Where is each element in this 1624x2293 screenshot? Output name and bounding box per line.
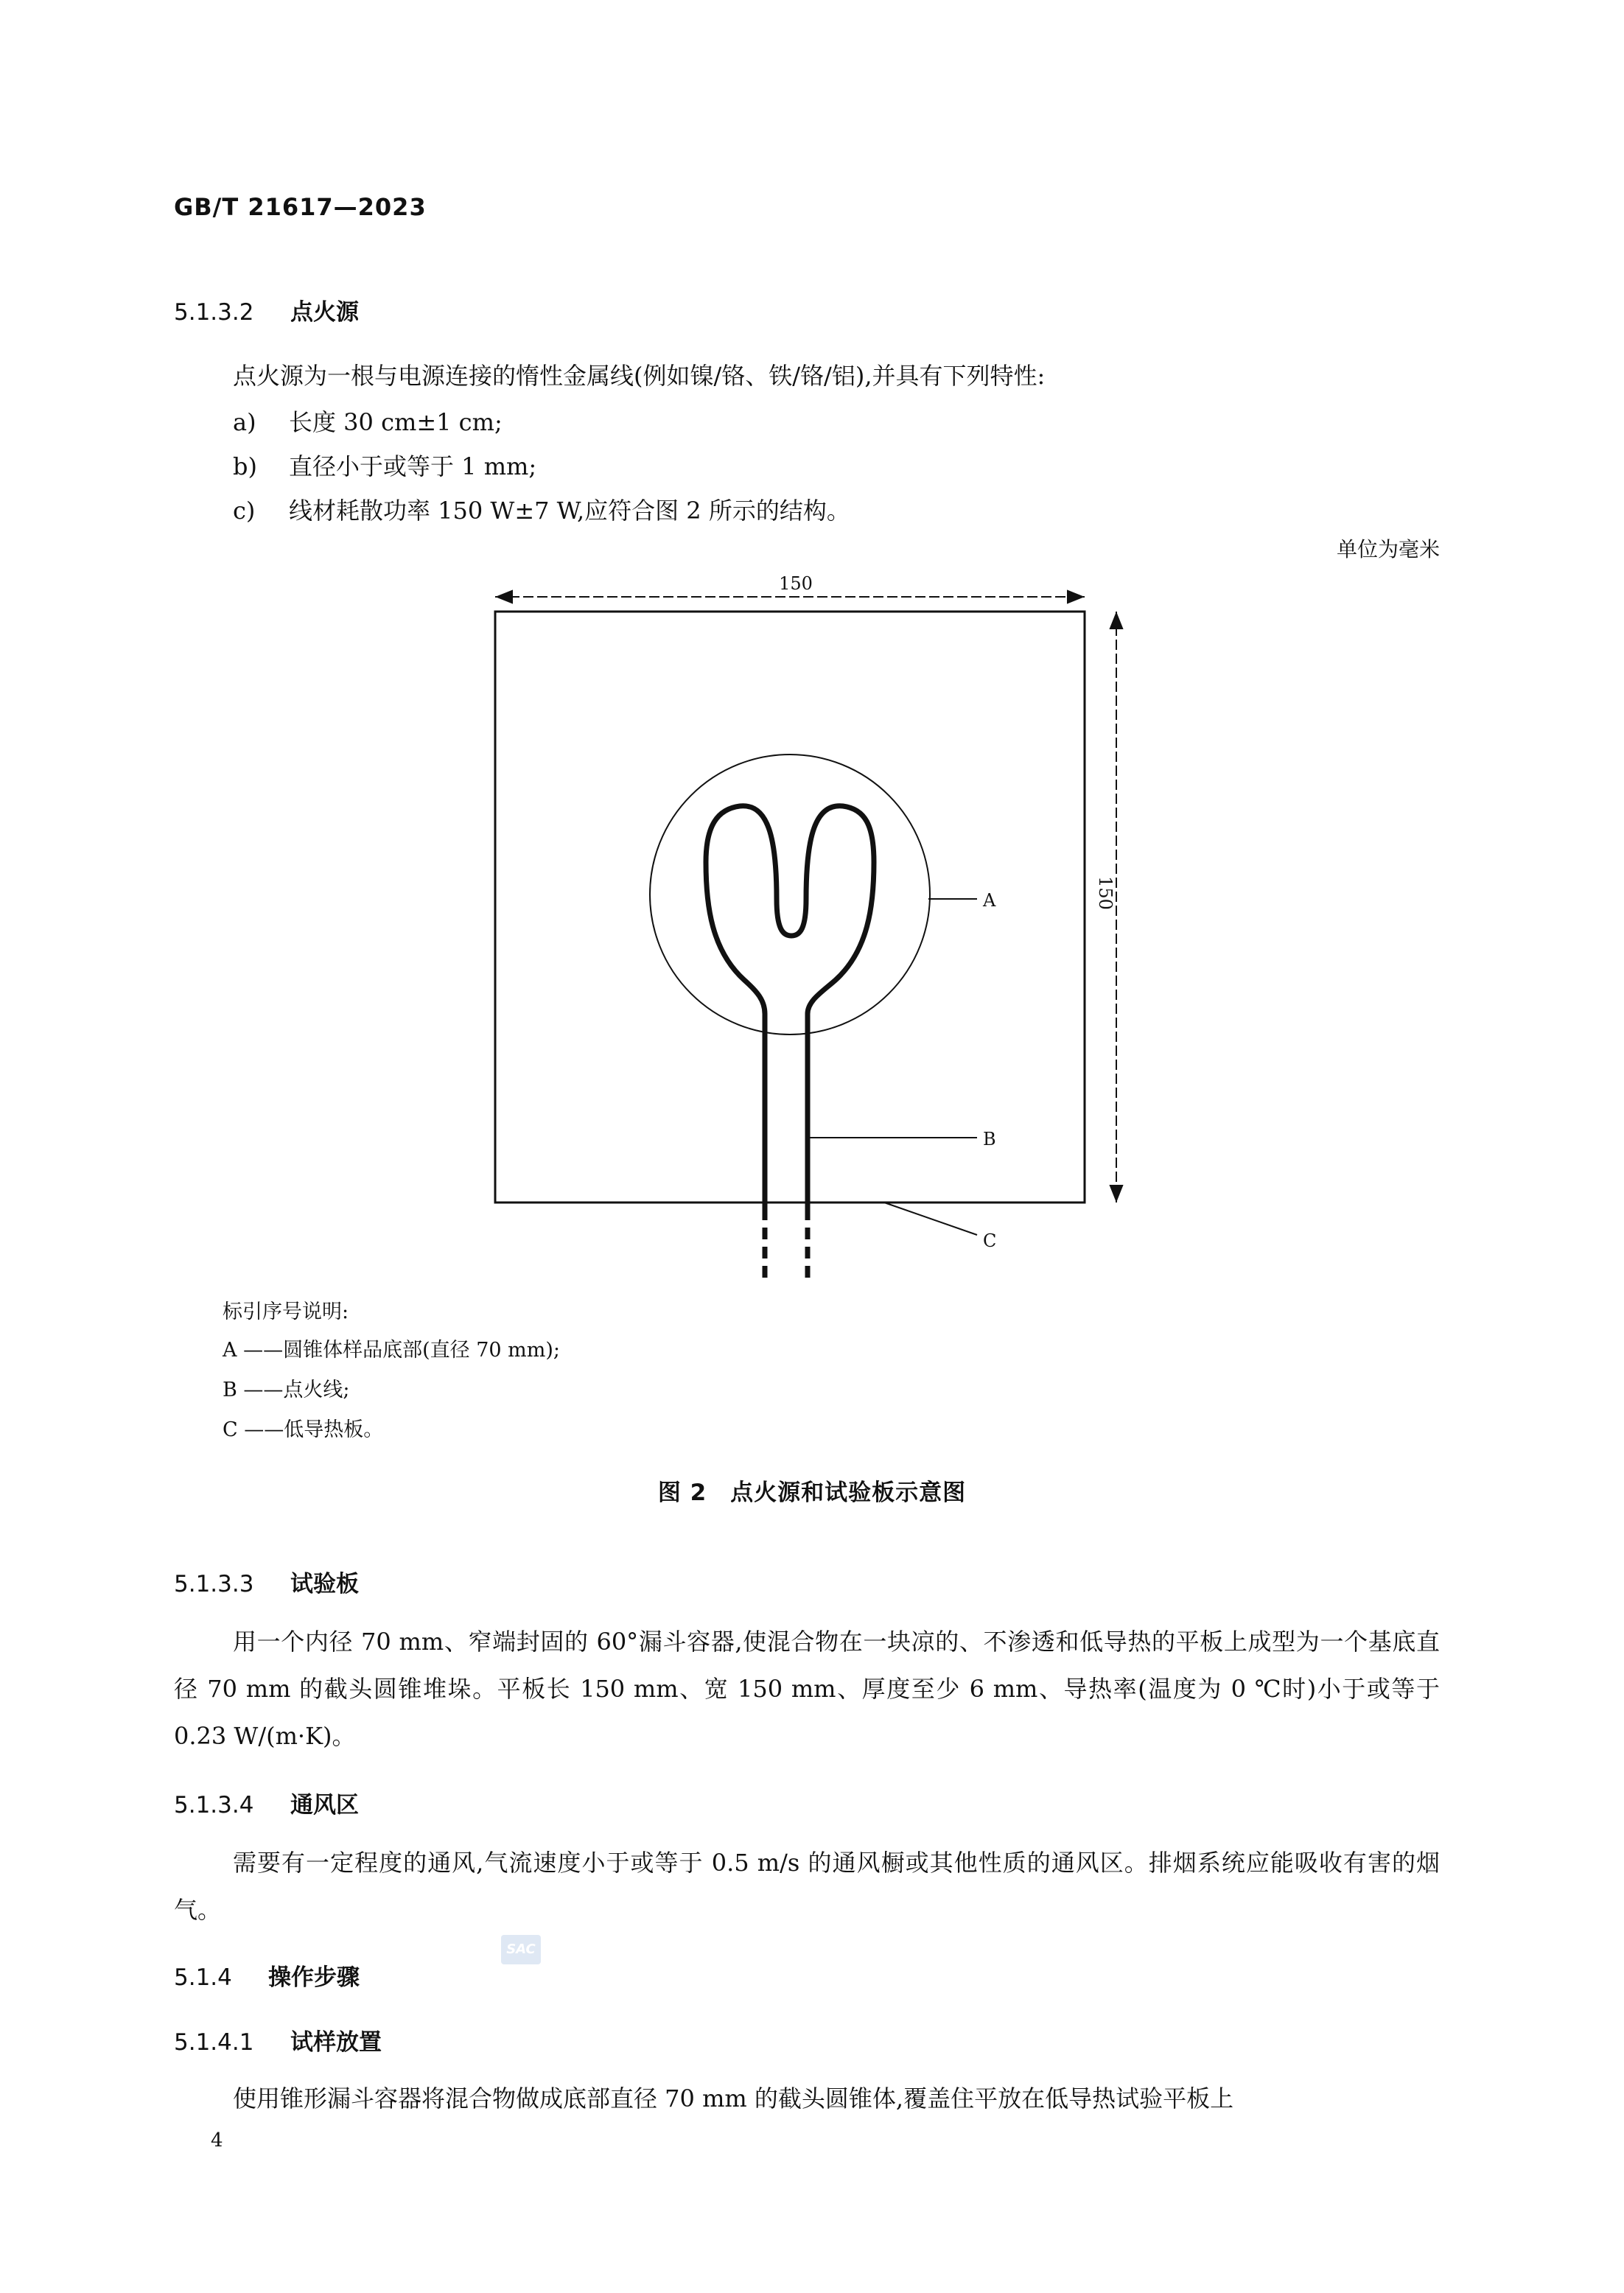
list-marker: c) xyxy=(233,497,256,525)
figure-key-title: 标引序号说明: xyxy=(223,1300,349,1323)
section-title: 操作步骤 xyxy=(268,1964,360,1991)
figure-key-item-b: B ——点火线; xyxy=(223,1379,350,1401)
page-number: 4 xyxy=(211,2129,223,2152)
test-plate-paragraph: 用一个内径 70 mm、窄端封固的 60°漏斗容器,使混合物在一块凉的、不渗透和低导热的平板上成型为一个基底直径 70 mm 的截头圆锥堆垛。平板长 150 mm、宽 150 mm、厚度至少 6 mm、导热率(温度为 0 ℃时)小于或等于 0.23 W/(m·K)。 xyxy=(174,1628,1440,1750)
list-text: 线材耗散功率 150 W±7 W,应符合图 2 所示的结构。 xyxy=(289,497,850,525)
heading-5-1-3-3 xyxy=(174,1565,359,1598)
list-marker: a) xyxy=(233,408,256,436)
specimen-placement-paragraph: 使用锥形漏斗容器将混合物做成底部直径 70 mm 的截头圆锥体,覆盖住平放在低导热试验平板上 xyxy=(233,2084,1234,2112)
heading-5-1-3-4 xyxy=(174,1786,359,1819)
list-text: 长度 30 cm±1 cm; xyxy=(289,408,503,436)
label-b: B xyxy=(983,1129,996,1149)
section-number: 5.1.4.1 xyxy=(174,2029,254,2056)
cone-sample-base-circle xyxy=(650,755,930,1035)
leader-line-c xyxy=(884,1202,977,1235)
low-conductivity-plate xyxy=(495,612,1085,1202)
figure-key-item-c: C ——低导热板。 xyxy=(223,1418,384,1441)
section-number: 5.1.4 xyxy=(174,1964,232,1991)
section-title: 试验板 xyxy=(290,1571,359,1597)
dimension-width-label: 150 xyxy=(779,573,813,594)
section-number: 5.1.3.3 xyxy=(174,1571,254,1597)
dimension-width xyxy=(495,573,1085,597)
section-title: 试样放置 xyxy=(290,2029,382,2056)
list-text: 直径小于或等于 1 mm; xyxy=(289,452,537,480)
label-a: A xyxy=(983,890,996,911)
list-marker: b) xyxy=(233,452,257,480)
section-number: 5.1.3.4 xyxy=(174,1792,254,1818)
ventilation-paragraph: 需要有一定程度的通风,气流速度小于或等于 0.5 m/s 的通风橱或其他性质的通风区。排烟系统应能吸收有害的烟气。 xyxy=(174,1849,1440,1924)
section-title: 点火源 xyxy=(290,299,359,326)
dimension-height-label: 150 xyxy=(1095,876,1116,910)
ignition-wire xyxy=(706,806,874,1282)
sac-watermark: SAC xyxy=(501,1935,541,1964)
section-number: 5.1.3.2 xyxy=(174,299,254,326)
ignition-source-intro: 点火源为一根与电源连接的惰性金属线(例如镍/铬、铁/铬/铝),并具有下列特性: xyxy=(233,362,1046,390)
heading-5-1-4-1 xyxy=(174,2023,382,2056)
label-c: C xyxy=(983,1230,997,1251)
figure-key-item-a: A ——圆锥体样品底部(直径 70 mm); xyxy=(223,1339,560,1362)
heading-5-1-4 xyxy=(174,1958,360,1992)
standard-number: GB/T 21617—2023 xyxy=(174,193,427,221)
section-title: 通风区 xyxy=(290,1792,359,1818)
figure-caption: 图 2 点火源和试验板示意图 xyxy=(657,1480,967,1506)
unit-note: 单位为毫米 xyxy=(1336,537,1440,561)
dimension-height xyxy=(1095,612,1116,1202)
